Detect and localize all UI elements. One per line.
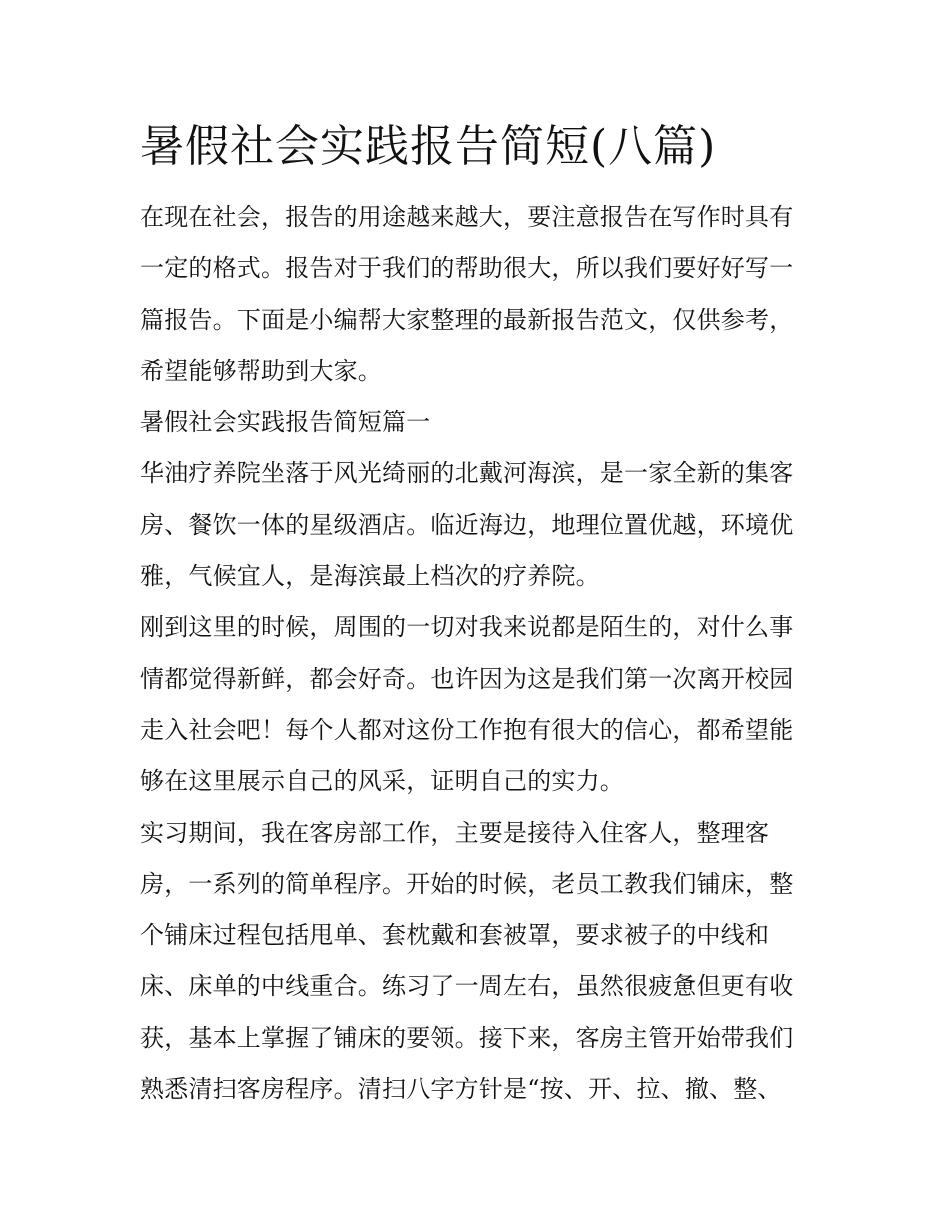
paragraph-1	[140, 448, 812, 602]
text-line: 在现在社会，报告的用途越来越大，要注意报告在写作时具有	[140, 203, 794, 231]
text-line: 够在这里展示自己的风采，证明自己的实力。	[140, 767, 624, 796]
text-line: 熟悉清扫客房程序。清扫八字方针是“按、开、拉、撤、整、	[140, 1075, 782, 1104]
text-line: 个铺床过程包括甩单、套枕戴和套被罩，要求被子的中线和	[140, 921, 770, 950]
text-line: 雅，气候宜人，是海滨最上档次的疗养院。	[140, 562, 600, 591]
text-line: 实习期间，我在客房部工作，主要是接待入住客人，整理客	[140, 818, 770, 847]
document-page	[140, 108, 812, 1115]
text-line: 华油疗养院坐落于风光绮丽的北戴河海滨，是一家全新的集客	[140, 459, 794, 488]
text-line: 篇报告。下面是小编帮大家整理的最新报告范文，仅供参考，	[140, 305, 794, 334]
text-line: 希望能够帮助到大家。	[140, 356, 382, 385]
section-heading: 暑假社会实践报告简短篇一	[140, 408, 431, 437]
text-line: 房、餐饮一体的星级酒店。临近海边，地理位置优越，环境优	[140, 510, 794, 539]
document-body	[140, 192, 812, 1115]
text-line: 一定的格式。报告对于我们的帮助很大，所以我们要好好写一	[140, 254, 794, 283]
text-line: 情都觉得新鲜，都会好奇。也许因为这是我们第一次离开校园	[140, 664, 794, 693]
text-line: 获，基本上掌握了铺床的要领。接下来，客房主管开始带我们	[140, 1023, 794, 1052]
paragraph-2	[140, 602, 812, 807]
text-line: 走入社会吧！每个人都对这份工作抱有很大的信心，都希望能	[140, 715, 794, 744]
paragraph-3	[140, 808, 812, 1116]
document-title: 暑假社会实践报告简短(八篇)	[140, 121, 717, 172]
text-line: 床、床单的中线重合。练习了一周左右，虽然很疲惫但更有收	[140, 972, 794, 1001]
intro-paragraph	[140, 192, 812, 397]
text-line: 房，一系列的简单程序。开始的时候，老员工教我们铺床，整	[140, 869, 794, 898]
text-line: 刚到这里的时候，周围的一切对我来说都是陌生的，对什么事	[140, 613, 794, 642]
